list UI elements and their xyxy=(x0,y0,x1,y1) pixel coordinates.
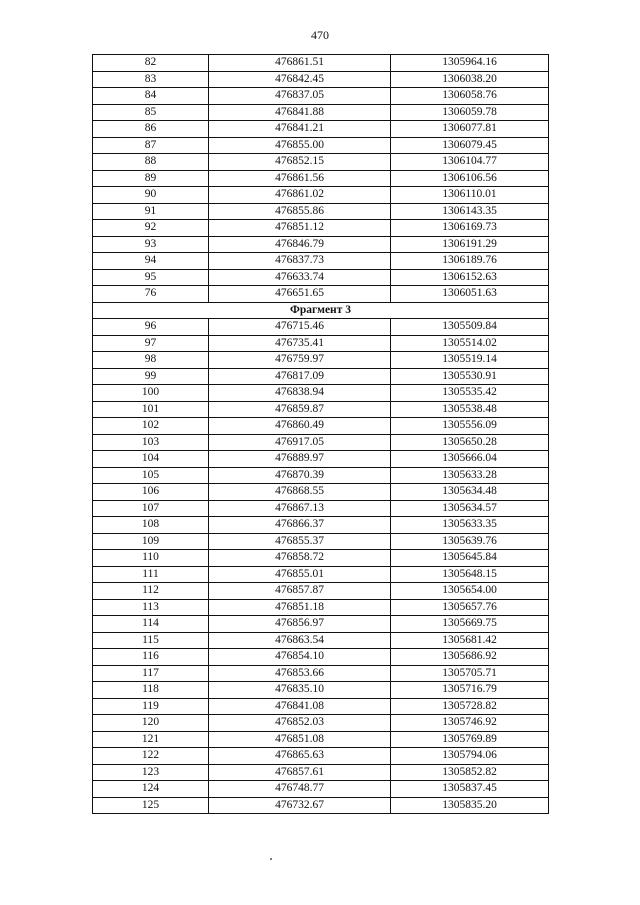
x-coordinate-cell: 476859.87 xyxy=(209,401,391,418)
table-row xyxy=(93,121,549,138)
y-coordinate-cell: 1305837.45 xyxy=(391,781,549,798)
table-row xyxy=(93,236,549,253)
x-coordinate-cell: 476838.94 xyxy=(209,385,391,402)
point-number-cell: 94 xyxy=(93,253,209,270)
point-number-cell: 110 xyxy=(93,550,209,567)
section-header-row xyxy=(93,302,549,319)
x-coordinate-cell: 476851.18 xyxy=(209,599,391,616)
y-coordinate-cell: 1305634.48 xyxy=(391,484,549,501)
y-coordinate-cell: 1305666.04 xyxy=(391,451,549,468)
x-coordinate-cell: 476841.08 xyxy=(209,698,391,715)
y-coordinate-cell: 1305634.57 xyxy=(391,500,549,517)
table-row xyxy=(93,748,549,765)
point-number-cell: 116 xyxy=(93,649,209,666)
point-number-cell: 119 xyxy=(93,698,209,715)
point-number-cell: 102 xyxy=(93,418,209,435)
point-number-cell: 114 xyxy=(93,616,209,633)
point-number-cell: 112 xyxy=(93,583,209,600)
y-coordinate-cell: 1306059.78 xyxy=(391,104,549,121)
point-number-cell: 101 xyxy=(93,401,209,418)
x-coordinate-cell: 476867.13 xyxy=(209,500,391,517)
y-coordinate-cell: 1306169.73 xyxy=(391,220,549,237)
point-number-cell: 104 xyxy=(93,451,209,468)
table-row xyxy=(93,352,549,369)
x-coordinate-cell: 476856.97 xyxy=(209,616,391,633)
x-coordinate-cell: 476715.46 xyxy=(209,319,391,336)
y-coordinate-cell: 1305633.35 xyxy=(391,517,549,534)
table-row xyxy=(93,781,549,798)
x-coordinate-cell: 476857.61 xyxy=(209,764,391,781)
y-coordinate-cell: 1306189.76 xyxy=(391,253,549,270)
x-coordinate-cell: 476851.12 xyxy=(209,220,391,237)
x-coordinate-cell: 476842.45 xyxy=(209,71,391,88)
x-coordinate-cell: 476759.97 xyxy=(209,352,391,369)
point-number-cell: 117 xyxy=(93,665,209,682)
point-number-cell: 92 xyxy=(93,220,209,237)
table-row xyxy=(93,715,549,732)
x-coordinate-cell: 476854.10 xyxy=(209,649,391,666)
x-coordinate-cell: 476837.73 xyxy=(209,253,391,270)
table-row xyxy=(93,104,549,121)
x-coordinate-cell: 476865.63 xyxy=(209,748,391,765)
y-coordinate-cell: 1306143.35 xyxy=(391,203,549,220)
point-number-cell: 108 xyxy=(93,517,209,534)
table-row xyxy=(93,500,549,517)
y-coordinate-cell: 1305538.48 xyxy=(391,401,549,418)
point-number-cell: 98 xyxy=(93,352,209,369)
y-coordinate-cell: 1306152.63 xyxy=(391,269,549,286)
x-coordinate-cell: 476863.54 xyxy=(209,632,391,649)
point-number-cell: 91 xyxy=(93,203,209,220)
table-row xyxy=(93,484,549,501)
x-coordinate-cell: 476732.67 xyxy=(209,797,391,814)
y-coordinate-cell: 1306106.56 xyxy=(391,170,549,187)
page-speck xyxy=(270,858,272,860)
table-row xyxy=(93,649,549,666)
page-number: 470 xyxy=(311,28,329,42)
x-coordinate-cell: 476852.15 xyxy=(209,154,391,171)
table-row xyxy=(93,533,549,550)
point-number-cell: 97 xyxy=(93,335,209,352)
point-number-cell: 88 xyxy=(93,154,209,171)
y-coordinate-cell: 1305852.82 xyxy=(391,764,549,781)
point-number-cell: 100 xyxy=(93,385,209,402)
table-row xyxy=(93,335,549,352)
x-coordinate-cell: 476855.00 xyxy=(209,137,391,154)
y-coordinate-cell: 1306110.01 xyxy=(391,187,549,204)
table-row xyxy=(93,434,549,451)
y-coordinate-cell: 1305728.82 xyxy=(391,698,549,715)
y-coordinate-cell: 1305769.89 xyxy=(391,731,549,748)
x-coordinate-cell: 476870.39 xyxy=(209,467,391,484)
y-coordinate-cell: 1305519.14 xyxy=(391,352,549,369)
point-number-cell: 106 xyxy=(93,484,209,501)
table-row xyxy=(93,385,549,402)
x-coordinate-cell: 476866.37 xyxy=(209,517,391,534)
table-row xyxy=(93,418,549,435)
x-coordinate-cell: 476841.88 xyxy=(209,104,391,121)
point-number-cell: 122 xyxy=(93,748,209,765)
y-coordinate-cell: 1305705.71 xyxy=(391,665,549,682)
table-row xyxy=(93,599,549,616)
point-number-cell: 84 xyxy=(93,88,209,105)
point-number-cell: 95 xyxy=(93,269,209,286)
coordinates-table xyxy=(92,54,549,814)
y-coordinate-cell: 1305650.28 xyxy=(391,434,549,451)
y-coordinate-cell: 1305654.00 xyxy=(391,583,549,600)
y-coordinate-cell: 1306058.76 xyxy=(391,88,549,105)
y-coordinate-cell: 1306079.45 xyxy=(391,137,549,154)
table-row xyxy=(93,368,549,385)
y-coordinate-cell: 1305657.76 xyxy=(391,599,549,616)
point-number-cell: 85 xyxy=(93,104,209,121)
table-row xyxy=(93,797,549,814)
point-number-cell: 83 xyxy=(93,71,209,88)
table-row xyxy=(93,401,549,418)
y-coordinate-cell: 1305514.02 xyxy=(391,335,549,352)
y-coordinate-cell: 1305509.84 xyxy=(391,319,549,336)
table-row xyxy=(93,253,549,270)
point-number-cell: 107 xyxy=(93,500,209,517)
table-row xyxy=(93,632,549,649)
y-coordinate-cell: 1305669.75 xyxy=(391,616,549,633)
table-row xyxy=(93,55,549,72)
point-number-cell: 99 xyxy=(93,368,209,385)
table-row xyxy=(93,269,549,286)
y-coordinate-cell: 1305535.42 xyxy=(391,385,549,402)
y-coordinate-cell: 1305681.42 xyxy=(391,632,549,649)
point-number-cell: 105 xyxy=(93,467,209,484)
y-coordinate-cell: 1305530.91 xyxy=(391,368,549,385)
table-row xyxy=(93,71,549,88)
x-coordinate-cell: 476817.09 xyxy=(209,368,391,385)
point-number-cell: 115 xyxy=(93,632,209,649)
x-coordinate-cell: 476735.41 xyxy=(209,335,391,352)
point-number-cell: 82 xyxy=(93,55,209,72)
y-coordinate-cell: 1305639.76 xyxy=(391,533,549,550)
y-coordinate-cell: 1305794.06 xyxy=(391,748,549,765)
point-number-cell: 76 xyxy=(93,286,209,303)
table-row xyxy=(93,220,549,237)
point-number-cell: 90 xyxy=(93,187,209,204)
table-row xyxy=(93,154,549,171)
point-number-cell: 118 xyxy=(93,682,209,699)
section-title: Фрагмент 3 xyxy=(93,302,549,319)
table-row xyxy=(93,566,549,583)
y-coordinate-cell: 1305633.28 xyxy=(391,467,549,484)
x-coordinate-cell: 476868.55 xyxy=(209,484,391,501)
table-row xyxy=(93,88,549,105)
table-row xyxy=(93,583,549,600)
x-coordinate-cell: 476855.01 xyxy=(209,566,391,583)
point-number-cell: 109 xyxy=(93,533,209,550)
y-coordinate-cell: 1305686.92 xyxy=(391,649,549,666)
x-coordinate-cell: 476651.65 xyxy=(209,286,391,303)
point-number-cell: 124 xyxy=(93,781,209,798)
x-coordinate-cell: 476889.97 xyxy=(209,451,391,468)
y-coordinate-cell: 1306077.81 xyxy=(391,121,549,138)
x-coordinate-cell: 476861.56 xyxy=(209,170,391,187)
x-coordinate-cell: 476855.86 xyxy=(209,203,391,220)
point-number-cell: 120 xyxy=(93,715,209,732)
table-row xyxy=(93,616,549,633)
x-coordinate-cell: 476855.37 xyxy=(209,533,391,550)
point-number-cell: 125 xyxy=(93,797,209,814)
x-coordinate-cell: 476857.87 xyxy=(209,583,391,600)
table-row xyxy=(93,170,549,187)
point-number-cell: 111 xyxy=(93,566,209,583)
table-row xyxy=(93,467,549,484)
table-row xyxy=(93,319,549,336)
y-coordinate-cell: 1305648.15 xyxy=(391,566,549,583)
y-coordinate-cell: 1306051.63 xyxy=(391,286,549,303)
y-coordinate-cell: 1306191.29 xyxy=(391,236,549,253)
point-number-cell: 87 xyxy=(93,137,209,154)
table-row xyxy=(93,203,549,220)
table-row xyxy=(93,286,549,303)
table-row xyxy=(93,137,549,154)
table-row xyxy=(93,764,549,781)
table-row xyxy=(93,451,549,468)
table-row xyxy=(93,550,549,567)
y-coordinate-cell: 1305746.92 xyxy=(391,715,549,732)
y-coordinate-cell: 1305835.20 xyxy=(391,797,549,814)
y-coordinate-cell: 1306038.20 xyxy=(391,71,549,88)
table-row xyxy=(93,682,549,699)
y-coordinate-cell: 1305716.79 xyxy=(391,682,549,699)
x-coordinate-cell: 476861.51 xyxy=(209,55,391,72)
x-coordinate-cell: 476837.05 xyxy=(209,88,391,105)
table-row xyxy=(93,187,549,204)
point-number-cell: 89 xyxy=(93,170,209,187)
x-coordinate-cell: 476860.49 xyxy=(209,418,391,435)
x-coordinate-cell: 476835.10 xyxy=(209,682,391,699)
table-row xyxy=(93,731,549,748)
y-coordinate-cell: 1306104.77 xyxy=(391,154,549,171)
x-coordinate-cell: 476853.66 xyxy=(209,665,391,682)
x-coordinate-cell: 476846.79 xyxy=(209,236,391,253)
point-number-cell: 93 xyxy=(93,236,209,253)
table-row xyxy=(93,698,549,715)
x-coordinate-cell: 476841.21 xyxy=(209,121,391,138)
y-coordinate-cell: 1305556.09 xyxy=(391,418,549,435)
x-coordinate-cell: 476633.74 xyxy=(209,269,391,286)
point-number-cell: 86 xyxy=(93,121,209,138)
x-coordinate-cell: 476861.02 xyxy=(209,187,391,204)
x-coordinate-cell: 476858.72 xyxy=(209,550,391,567)
table-row xyxy=(93,665,549,682)
coordinates-table-body xyxy=(93,55,549,814)
point-number-cell: 103 xyxy=(93,434,209,451)
x-coordinate-cell: 476852.03 xyxy=(209,715,391,732)
x-coordinate-cell: 476851.08 xyxy=(209,731,391,748)
point-number-cell: 121 xyxy=(93,731,209,748)
x-coordinate-cell: 476748.77 xyxy=(209,781,391,798)
table-row xyxy=(93,517,549,534)
point-number-cell: 123 xyxy=(93,764,209,781)
point-number-cell: 113 xyxy=(93,599,209,616)
point-number-cell: 96 xyxy=(93,319,209,336)
y-coordinate-cell: 1305645.84 xyxy=(391,550,549,567)
y-coordinate-cell: 1305964.16 xyxy=(391,55,549,72)
x-coordinate-cell: 476917.05 xyxy=(209,434,391,451)
